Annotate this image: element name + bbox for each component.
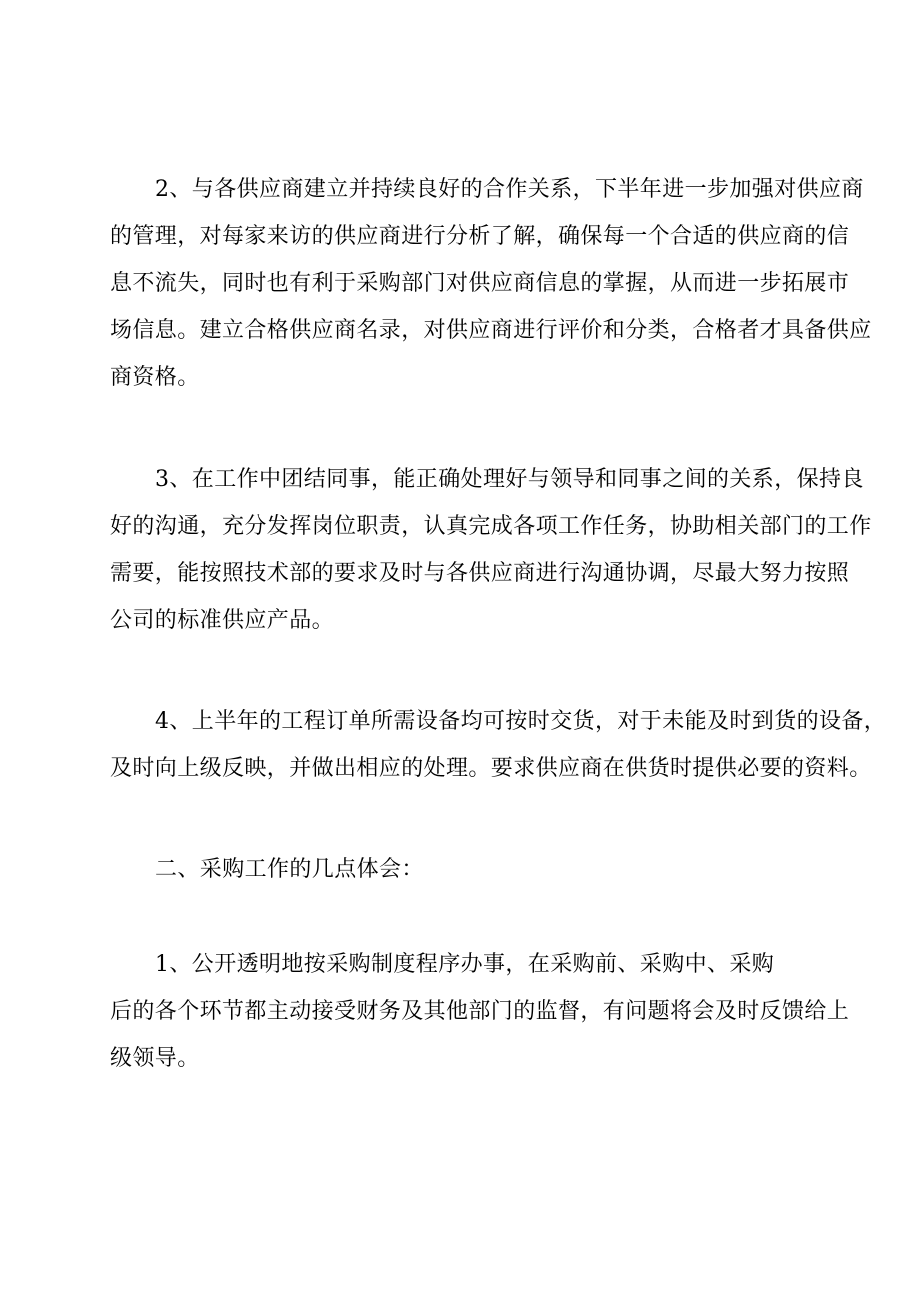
paragraph-3-line-4: 公司的标准供应产品。 <box>110 608 335 633</box>
paragraph-2-line-4: 场信息。建立合格供应商名录，对供应商进行评价和分类，合格者才具备供应 <box>110 318 872 343</box>
paragraph-1-line-2: 后的各个环节都主动接受财务及其他部门的监督，有问题将会及时反馈给上 <box>110 999 850 1024</box>
paragraph-2-line-3: 息不流失，同时也有利于采购部门对供应商信息的掌握，从而进一步拓展市 <box>110 271 850 296</box>
paragraph-2-line-1: 2、与各供应商建立并持续良好的合作关系，下半年进一步加强对供应商 <box>155 177 864 202</box>
section-heading: 二、采购工作的几点体会： <box>155 857 424 882</box>
paragraph-4-line-1: 4、上半年的工程订单所需设备均可按时交货，对于未能及时到货的设备， <box>155 709 887 734</box>
paragraph-2-line-5: 商资格。 <box>110 365 200 390</box>
paragraph-2-line-2: 的管理，对每家来访的供应商进行分析了解，确保每一个合适的供应商的信 <box>110 224 850 249</box>
paragraph-3-line-3: 需要，能按照技术部的要求及时与各供应商进行沟通协调，尽最大努力按照 <box>110 561 850 586</box>
paragraph-1-line-3: 级领导。 <box>110 1046 200 1071</box>
paragraph-4-line-2: 及时向上级反映，并做出相应的处理。要求供应商在供货时提供必要的资料。 <box>110 756 872 781</box>
paragraph-3-line-2: 好的沟通，充分发挥岗位职责，认真完成各项工作任务，协助相关部门的工作 <box>110 514 872 539</box>
paragraph-1-line-1: 1、公开透明地按采购制度程序办事，在采购前、采购中、采购 <box>155 952 775 977</box>
paragraph-3-line-1: 3、在工作中团结同事，能正确处理好与领导和同事之间的关系，保持良 <box>155 467 864 492</box>
